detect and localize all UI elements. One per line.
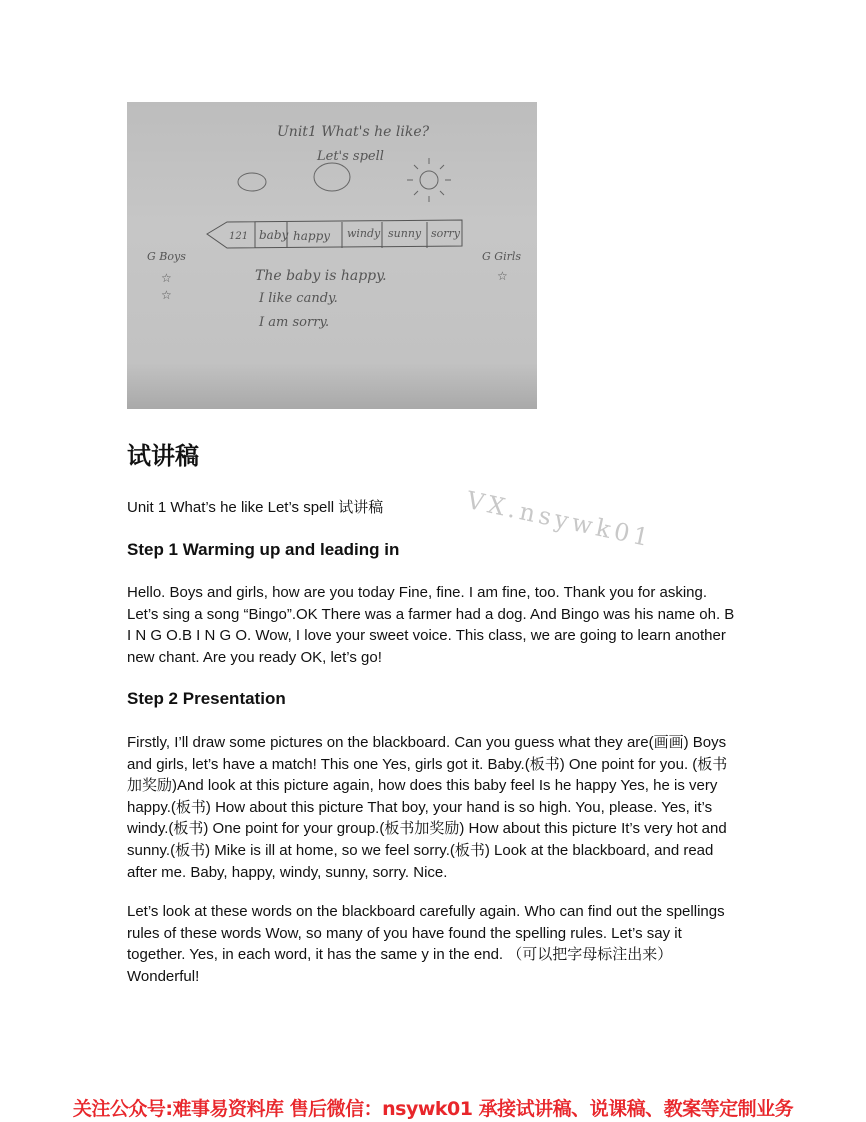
watermark: VX.nsywk01 [464, 486, 655, 553]
sentence: I like candy. [259, 291, 338, 306]
star-icon: ☆ [161, 271, 172, 285]
step1-heading: Step 1 Warming up and leading in [127, 540, 400, 559]
footer-banner: 关注公众号:难事易资料库 售后微信：nsywk01 承接试讲稿、说课稿、教案等定制业务 [72, 1098, 794, 1120]
document-subtitle: Unit 1 What’s he like Let’s spell 试讲稿 [127, 499, 384, 516]
baby-drawing [238, 173, 266, 191]
photo-title: Unit1 What's he like? [277, 124, 430, 140]
step2-paragraph: Firstly, I’ll draw some pictures on the blackboard. Can you guess what they are(画画) Boys and girls, let’s have a match! This one Yes, girls got it. Baby.(板书) One point for you. (板书加奖励)And look at this picture again, how does this baby feel Is he happy Yes, he is very happy.(板书) How about this picture That boy, your hand is so high. You, please. Yes, it’s windy.(板书) One point for your group.(板书加奖励) How about this picture It’s very hot and sunny.(板书) Mike is ill at home, so we feel sorry.(板书) Look at the blackboard, and read after me. Baby, happy, windy, sunny, sorry. Nice. [127, 734, 728, 881]
step1-paragraph: Hello. Boys and girls, how are you today Fine, fine. I am fine, too. Thank you for asking. Let’s sing a song “Bingo”.OK There was a farmer had a dog. And Bingo was his name oh. B I N G O.B I N G O. Wow, I love your sweet voice. This class, we are going to learn another new chant. Are you ready OK, let’s go! [127, 584, 735, 666]
star-icon: ☆ [497, 269, 508, 283]
star-icon: ☆ [161, 288, 172, 302]
sentence: The baby is happy. [255, 268, 387, 284]
word-happy: happy [293, 229, 331, 243]
photo-subtitle: Let's spell [317, 149, 384, 164]
word-baby: baby [259, 228, 289, 242]
sentence: I am sorry. [259, 315, 330, 330]
sun-drawing [407, 158, 451, 202]
word-sunny: sunny [388, 227, 422, 240]
wind-drawing [314, 163, 350, 191]
word-windy: windy [347, 227, 381, 240]
word-sorry: sorry [431, 227, 460, 240]
blackboard-photo [127, 102, 537, 409]
page-title: 试讲稿 [127, 442, 199, 470]
step2-paragraph: Let’s look at these words on the blackboard carefully again. Who can find out the spellings rules of these words Wow, so many of you have found the spelling rules. Let’s say it together. Yes, in each word, it has the same y in the end. （可以把字母标注出来）Wonderful! [127, 903, 725, 985]
team-girls: G Girls [482, 250, 522, 263]
step2-heading: Step 2 Presentation [127, 689, 286, 708]
arrow-label: 121 [229, 231, 249, 242]
team-boys: G Boys [147, 250, 186, 263]
